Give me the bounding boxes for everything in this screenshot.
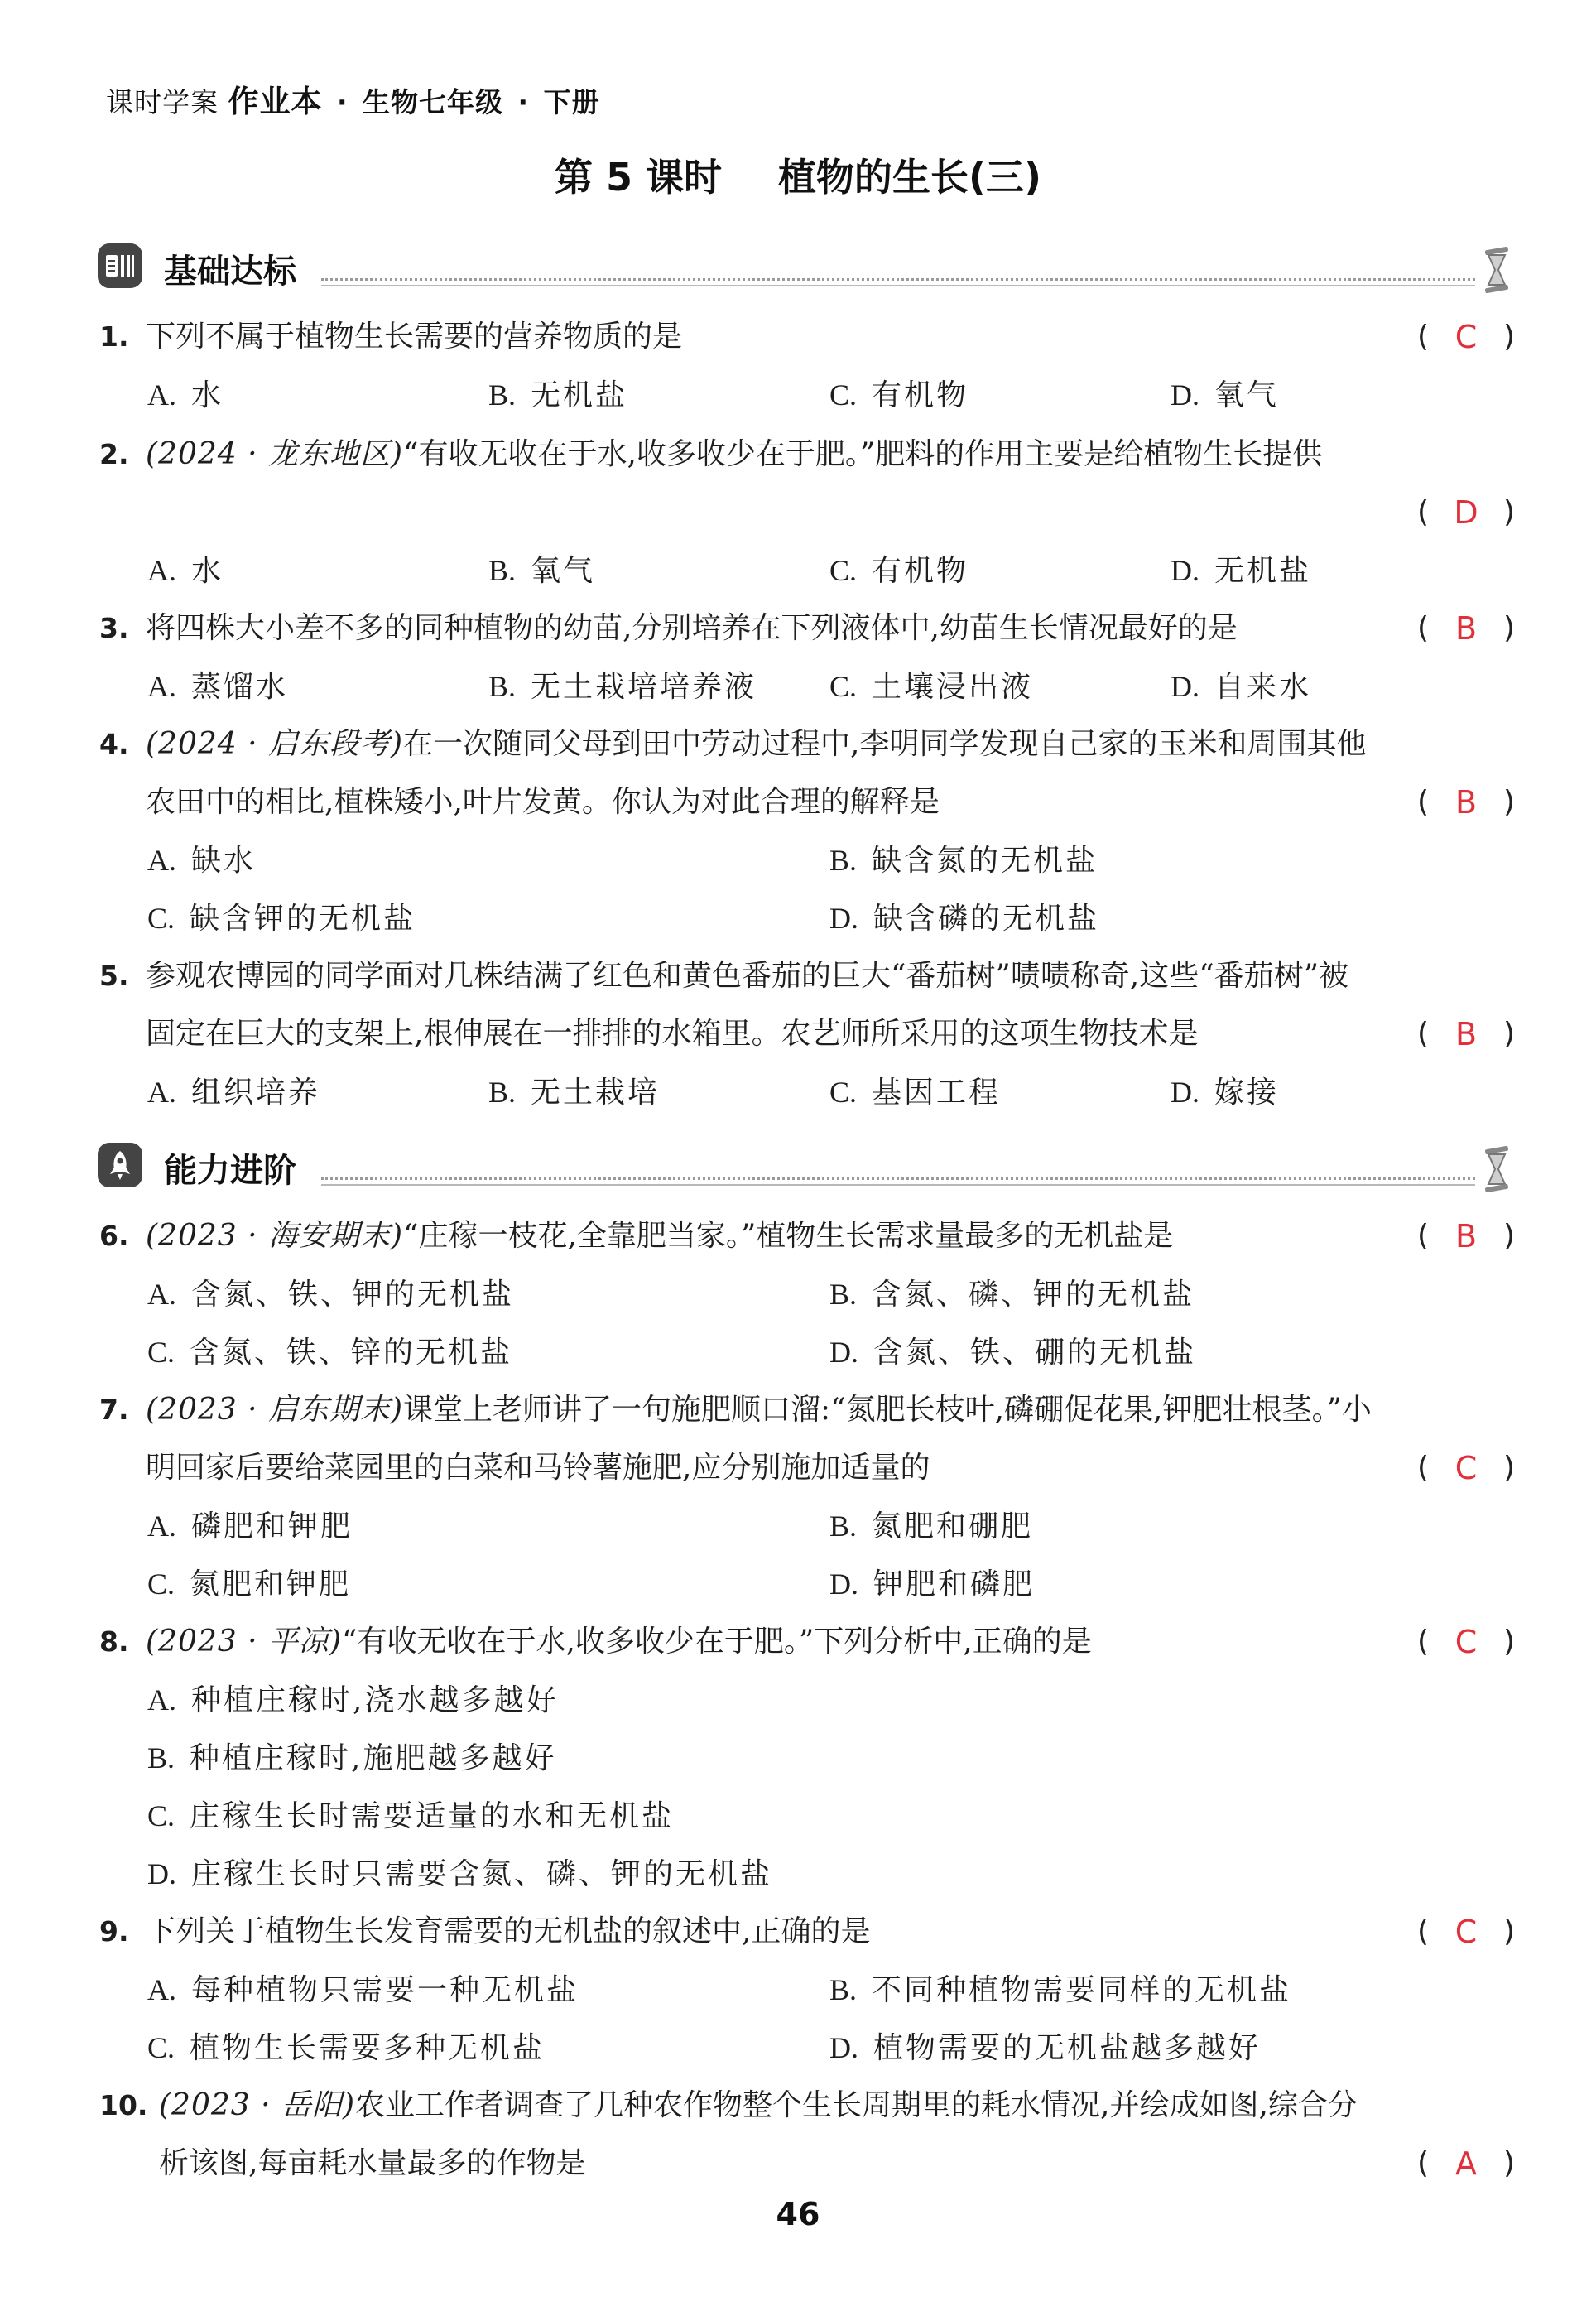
question-number: 4. bbox=[99, 728, 129, 760]
option-a: A. 水 bbox=[147, 554, 224, 588]
question-stem: 下列不属于植物生长需要的营养物质的是 bbox=[146, 320, 683, 354]
option-a: A. 每种植物只需要一种无机盐 bbox=[147, 1973, 579, 2007]
brand-label: 课时学案 bbox=[106, 86, 219, 118]
question-number: 3. bbox=[99, 612, 129, 644]
answer-box: ( C ) bbox=[1417, 308, 1515, 366]
question-stem: (2023 · 启东期末)课堂上老师讲了一句施肥顺口溜:“氮肥长枝叶,磷硼促花果,钾肥壮根茎。”小 bbox=[146, 1393, 1372, 1427]
option-c: C. 氮肥和钾肥 bbox=[147, 1567, 352, 1601]
answer-letter: C bbox=[1454, 1450, 1478, 1486]
option-c: C. 有机物 bbox=[829, 378, 969, 412]
option-d: D. 钾肥和磷肥 bbox=[829, 1567, 1036, 1601]
page-number: 46 bbox=[776, 2196, 820, 2232]
question-number: 8. bbox=[99, 1625, 129, 1658]
option-d: D. 无机盐 bbox=[1171, 554, 1312, 588]
question-number: 2. bbox=[99, 438, 129, 470]
answer-letter: B bbox=[1454, 1016, 1478, 1052]
option-c: C. 植物生长需要多种无机盐 bbox=[147, 2031, 546, 2065]
answer-box: ( B ) bbox=[1417, 599, 1515, 657]
volume-label: 下册 bbox=[543, 86, 600, 118]
option-d: D. 缺含磷的无机盐 bbox=[829, 902, 1100, 936]
question-stem: (2024 · 龙东地区)“有收无收在于水,收多收少在于肥。”肥料的作用主要是给植物生长提供 bbox=[146, 437, 1323, 471]
question-stem: (2023 · 海安期末)“庄稼一枝花,全靠肥当家。”植物生长需求量最多的无机盐是 bbox=[146, 1219, 1174, 1253]
question-number: 10. bbox=[99, 2089, 148, 2121]
question-number: 6. bbox=[99, 1220, 129, 1252]
option-a: A. 种植庄稼时,浇水越多越好 bbox=[147, 1683, 559, 1717]
question-number: 9. bbox=[99, 1915, 129, 1948]
option-a: A. 蒸馏水 bbox=[147, 670, 289, 704]
lesson-topic: 植物的生长(三) bbox=[778, 155, 1042, 200]
answer-box: ( C ) bbox=[1417, 1613, 1515, 1671]
question-source: (2023 · 平凉) bbox=[146, 1625, 343, 1659]
question-stem: 将四株大小差不多的同种植物的幼苗,分别培养在下列液体中,幼苗生长情况最好的是 bbox=[146, 611, 1238, 645]
section-divider bbox=[321, 285, 1475, 286]
answer-box: ( D ) bbox=[1417, 484, 1515, 542]
section-advanced-header bbox=[98, 1139, 1513, 1194]
answer-letter: C bbox=[1454, 319, 1478, 355]
answer-letter: D bbox=[1454, 494, 1478, 531]
separator-dot: · bbox=[517, 86, 530, 118]
question-source: (2023 · 岳阳) bbox=[159, 2088, 356, 2122]
option-c: C. 有机物 bbox=[829, 554, 969, 588]
answer-box: ( B ) bbox=[1417, 1005, 1515, 1063]
answer-letter: C bbox=[1454, 1624, 1478, 1660]
separator-dot: · bbox=[337, 86, 349, 118]
answer-letter: A bbox=[1455, 2145, 1477, 2182]
lesson-number: 第 5 课时 bbox=[554, 155, 722, 200]
question-source: (2023 · 海安期末) bbox=[146, 1219, 404, 1253]
section-basic-header bbox=[98, 240, 1513, 295]
option-c: C. 土壤浸出液 bbox=[829, 670, 1034, 704]
question-stem: (2024 · 启东段考)在一次随同父母到田中劳动过程中,李明同学发现自己家的玉米和周围其他 bbox=[146, 727, 1367, 761]
option-c: C. 缺含钾的无机盐 bbox=[147, 902, 416, 936]
answer-letter: B bbox=[1454, 784, 1478, 821]
option-a: A. 缺水 bbox=[147, 844, 257, 878]
option-b: B. 无机盐 bbox=[488, 378, 628, 412]
section-title: 基础达标 bbox=[164, 253, 296, 291]
section-divider bbox=[321, 278, 1475, 281]
answer-letter: B bbox=[1454, 610, 1478, 647]
question-source: (2023 · 启东期末) bbox=[146, 1393, 404, 1427]
question-number: 1. bbox=[99, 320, 129, 353]
question-source: (2024 · 龙东地区) bbox=[146, 437, 404, 471]
option-b: B. 不同种植物需要同样的无机盐 bbox=[829, 1973, 1292, 2007]
subject-label: 生物七年级 bbox=[363, 86, 504, 118]
question-source: (2024 · 启东段考) bbox=[146, 727, 404, 761]
option-a: A. 水 bbox=[147, 378, 224, 412]
option-d: D. 植物需要的无机盐越多越好 bbox=[829, 2031, 1262, 2065]
option-c: C. 含氮、铁、锌的无机盐 bbox=[147, 1336, 513, 1370]
answer-letter: C bbox=[1454, 1914, 1478, 1950]
book-header bbox=[106, 76, 600, 121]
question-stem-line2: 固定在巨大的支架上,根伸展在一排排的水箱里。农艺师所采用的这项生物技术是 bbox=[146, 1017, 1199, 1051]
section-divider bbox=[321, 1184, 1475, 1186]
question-number: 7. bbox=[99, 1394, 129, 1426]
option-b: B. 含氮、磷、钾的无机盐 bbox=[829, 1278, 1195, 1312]
page-title bbox=[0, 147, 1596, 202]
option-d: D. 自来水 bbox=[1171, 670, 1312, 704]
option-d: D. 庄稼生长时只需要含氮、磷、钾的无机盐 bbox=[147, 1857, 773, 1891]
option-a: A. 磷肥和钾肥 bbox=[147, 1509, 353, 1543]
option-d: D. 氧气 bbox=[1171, 378, 1280, 412]
option-b: B. 氧气 bbox=[488, 554, 596, 588]
question-stem: 下列关于植物生长发育需要的无机盐的叙述中,正确的是 bbox=[146, 1914, 871, 1948]
answer-letter: B bbox=[1454, 1218, 1478, 1254]
answer-box: ( B ) bbox=[1417, 773, 1515, 831]
question-stem: 参观农博园的同学面对几株结满了红色和黄色番茄的巨大“番茄树”啧啧称奇,这些“番茄树”被 bbox=[146, 959, 1349, 993]
hourglass-icon bbox=[1480, 1146, 1513, 1196]
option-b: B. 无土栽培 bbox=[488, 1076, 661, 1110]
question-stem: (2023 · 岳阳)农业工作者调查了几种农作物整个生长周期里的耗水情况,并绘成如图,综合分 bbox=[159, 2088, 1358, 2122]
section-title: 能力进阶 bbox=[164, 1152, 296, 1190]
answer-box: ( C ) bbox=[1417, 1439, 1515, 1497]
answer-box: ( C ) bbox=[1417, 1903, 1515, 1961]
question-stem-line2: 农田中的相比,植株矮小,叶片发黄。你认为对此合理的解释是 bbox=[146, 785, 940, 819]
option-d: D. 含氮、铁、硼的无机盐 bbox=[829, 1336, 1197, 1370]
option-c: C. 基因工程 bbox=[829, 1076, 1002, 1110]
option-a: A. 组织培养 bbox=[147, 1076, 321, 1110]
option-b: B. 种植庄稼时,施肥越多越好 bbox=[147, 1741, 557, 1775]
question-stem: (2023 · 平凉)“有收无收在于水,收多收少在于肥。”下列分析中,正确的是 bbox=[146, 1625, 1092, 1659]
option-c: C. 庄稼生长时需要适量的水和无机盐 bbox=[147, 1799, 675, 1833]
option-b: B. 氮肥和硼肥 bbox=[829, 1509, 1034, 1543]
option-d: D. 嫁接 bbox=[1171, 1076, 1280, 1110]
option-a: A. 含氮、铁、钾的无机盐 bbox=[147, 1278, 515, 1312]
answer-box: ( A ) bbox=[1417, 2135, 1515, 2193]
answer-box: ( B ) bbox=[1417, 1207, 1515, 1265]
question-number: 5. bbox=[99, 960, 129, 992]
question-stem-line2: 明回家后要给菜园里的白菜和马铃薯施肥,应分别施加适量的 bbox=[146, 1451, 930, 1485]
option-b: B. 无土栽培培养液 bbox=[488, 670, 757, 704]
question-stem-line2: 析该图,每亩耗水量最多的作物是 bbox=[159, 2146, 586, 2180]
book-label: 作业本 bbox=[228, 84, 323, 119]
book-icon bbox=[98, 243, 142, 288]
section-divider bbox=[321, 1177, 1475, 1180]
option-b: B. 缺含氮的无机盐 bbox=[829, 844, 1098, 878]
rocket-icon bbox=[98, 1143, 142, 1187]
hourglass-icon bbox=[1480, 247, 1513, 296]
